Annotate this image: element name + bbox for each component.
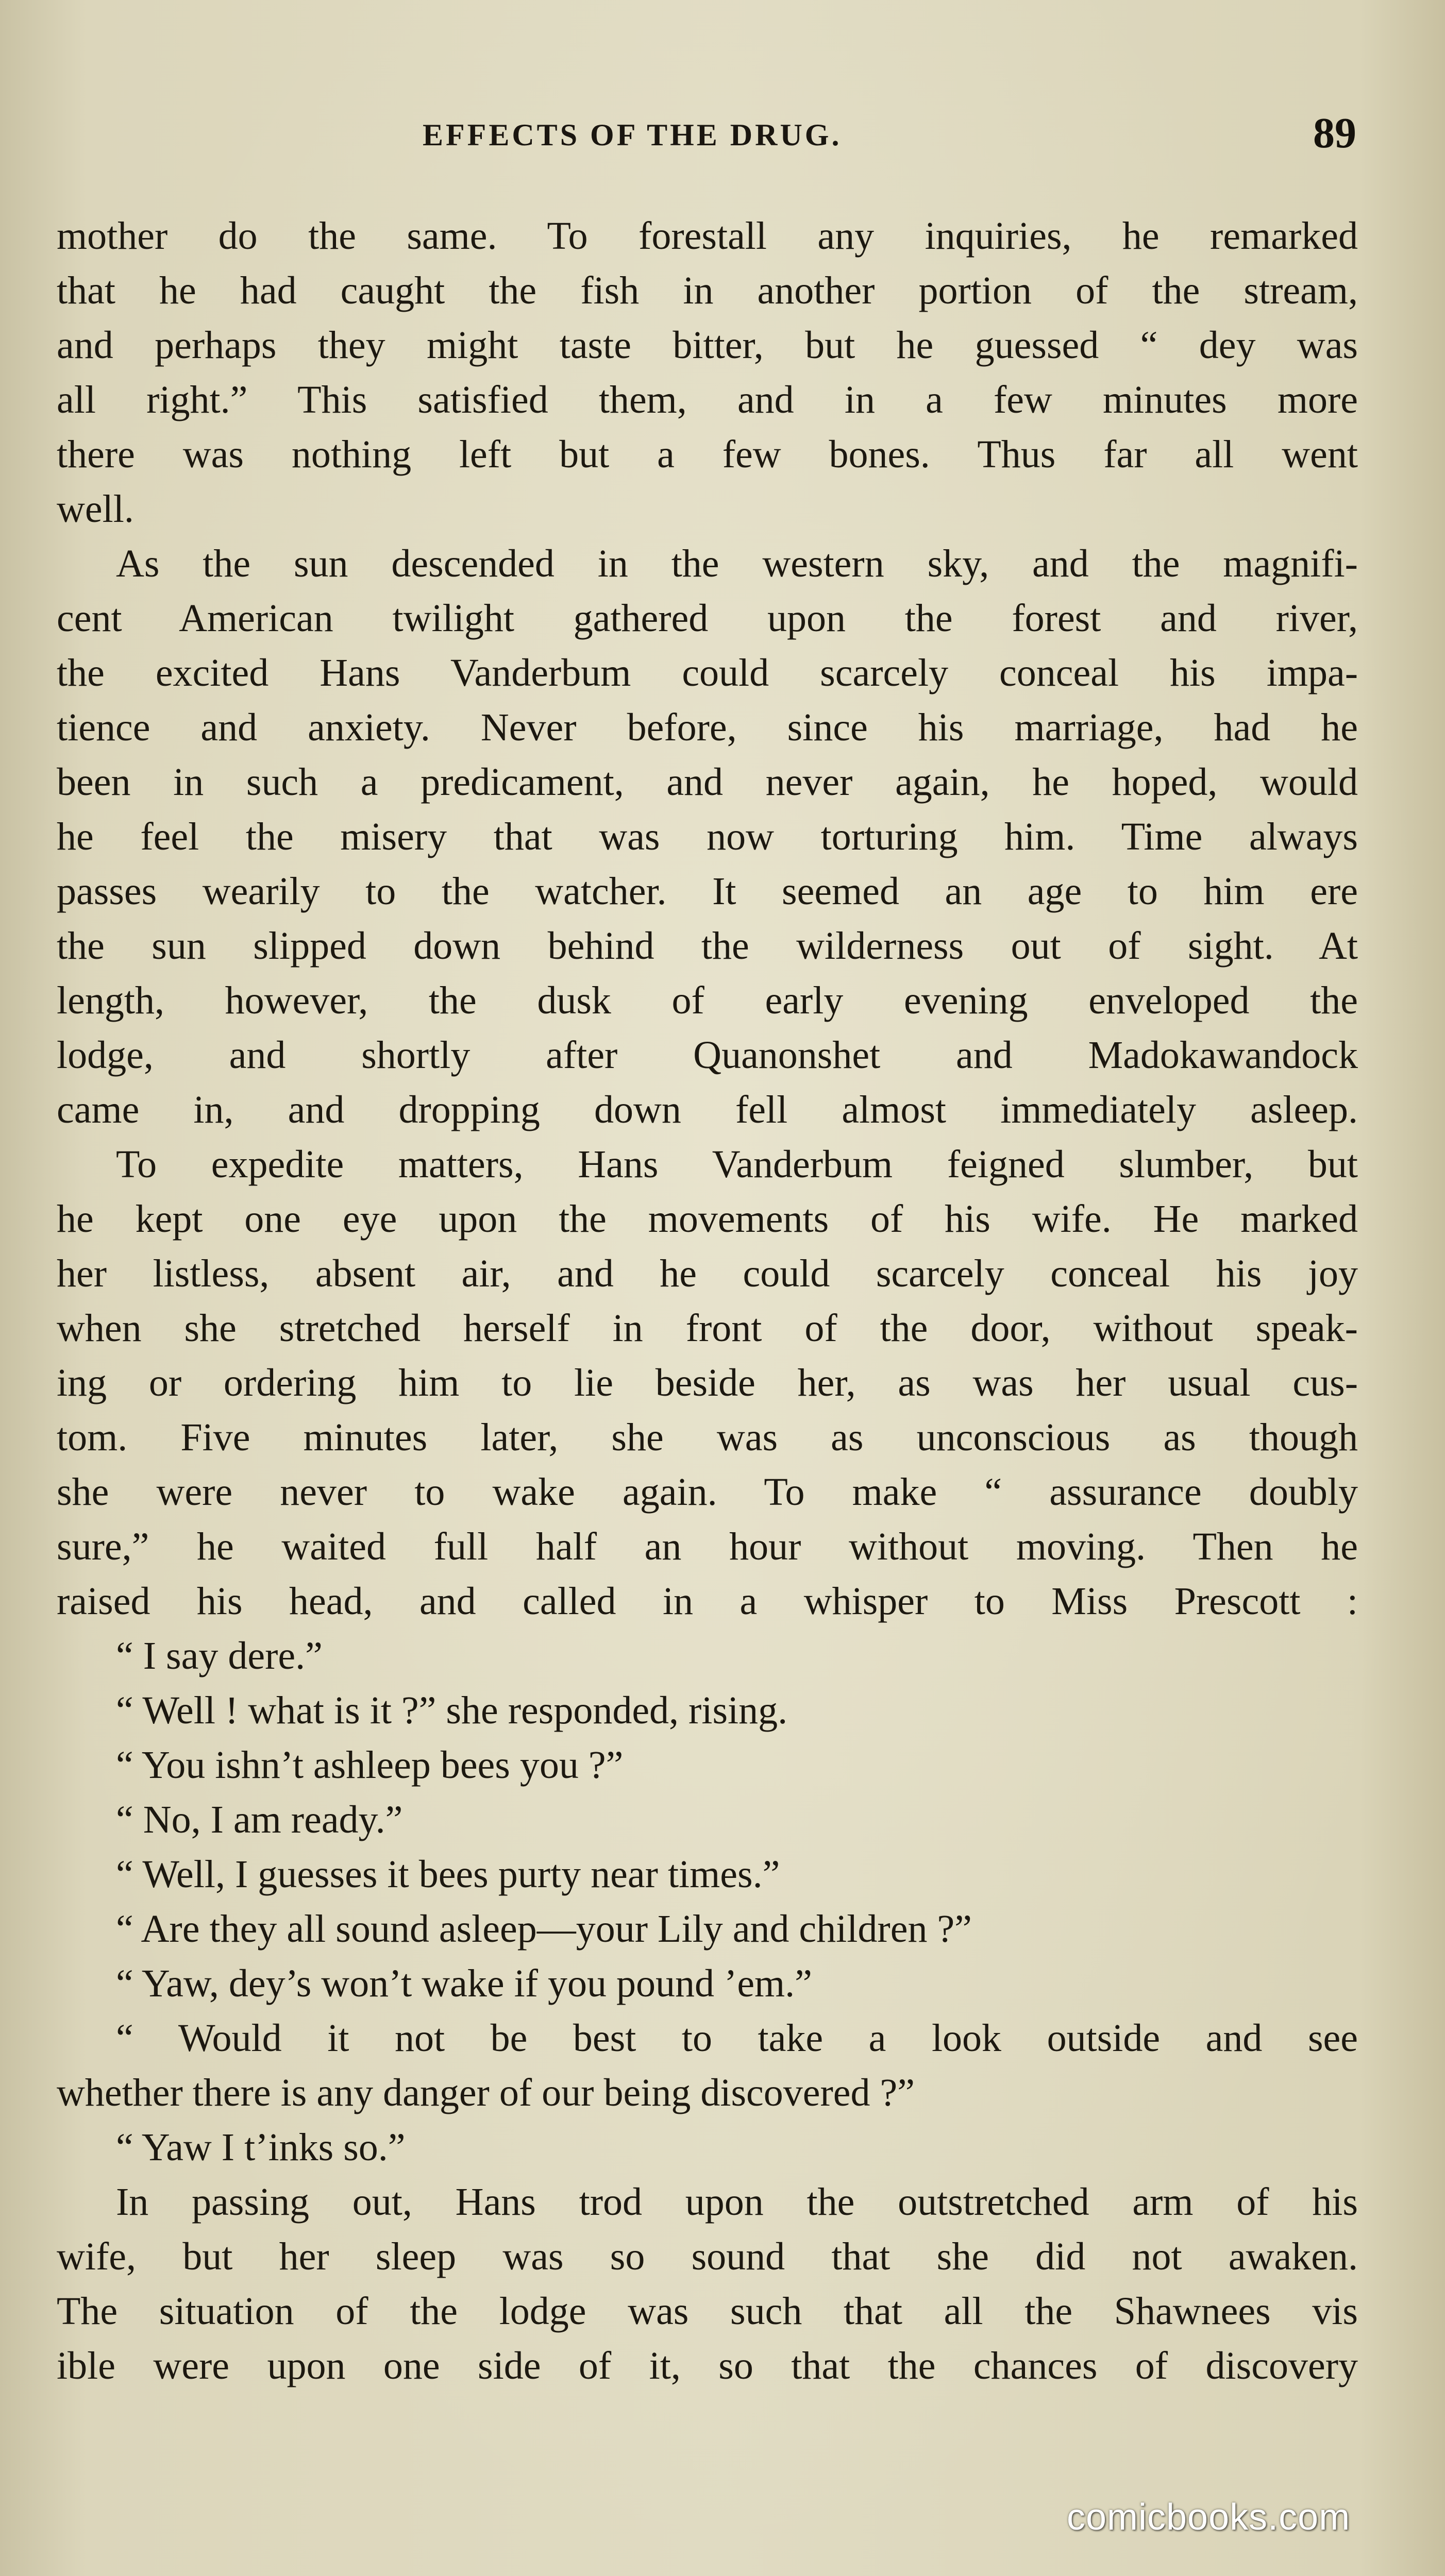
text-line: her listless, absent air, and he could scarcely conceal his joy: [57, 1252, 1358, 1295]
text-line: the sun slipped down behind the wilderness out of sight. At: [57, 924, 1358, 968]
text-line: well.: [57, 487, 134, 531]
text-line: all right.” This satisfied them, and in a few minutes more: [57, 378, 1358, 421]
text-line: cent American twilight gathered upon the forest and river,: [57, 597, 1358, 640]
text-line: there was nothing left but a few bones. Thus far all went: [57, 433, 1358, 476]
dialogue-line: “ Yaw I t’inks so.”: [116, 2126, 406, 2169]
text-line: length, however, the dusk of early evening enveloped the: [57, 979, 1358, 1022]
page-header: [0, 103, 1445, 160]
running-title: EFFECTS OF THE DRUG.: [423, 118, 842, 152]
dialogue-line: whether there is any danger of our being discovered ?”: [57, 2071, 915, 2114]
body-text: [57, 209, 1358, 2393]
text-line: that he had caught the fish in another portion of the stream,: [57, 269, 1358, 312]
text-line: been in such a predicament, and never again, he hoped, would: [57, 760, 1358, 804]
text-line: and perhaps they might taste bitter, but he guessed “ dey was: [57, 324, 1358, 367]
text-line: mother do the same. To forestall any inquiries, he remarked: [57, 214, 1358, 258]
page-number: 89: [1313, 109, 1356, 157]
text-line: raised his head, and called in a whisper to Miss Prescott :: [57, 1580, 1358, 1623]
text-line: lodge, and shortly after Quanonshet and Madokawandock: [57, 1033, 1358, 1077]
text-line: ible were upon one side of it, so that the chances of discovery: [57, 2344, 1358, 2387]
dialogue-line: “ Would it not be best to take a look outside and see: [116, 2016, 1358, 2060]
text-line: In passing out, Hans trod upon the outstretched arm of his: [116, 2180, 1358, 2224]
watermark: comicbooks.com: [1067, 2497, 1351, 2538]
dialogue-line: “ I say dere.”: [116, 1634, 323, 1677]
text-line: As the sun descended in the western sky, and the magnifi-: [116, 542, 1358, 585]
dialogue-line: “ Are they all sound asleep—your Lily and children ?”: [116, 1907, 972, 1951]
dialogue-line: “ Yaw, dey’s won’t wake if you pound ’em.”: [116, 1962, 812, 2005]
text-line: sure,” he waited full half an hour without moving. Then he: [57, 1525, 1358, 1568]
dialogue-line: “ Well, I guesses it bees purty near times.”: [116, 1853, 780, 1896]
dialogue-line: “ No, I am ready.”: [116, 1798, 403, 1841]
dialogue-line: “ Well ! what is it ?” she responded, rising.: [116, 1689, 788, 1732]
text-line: To expedite matters, Hans Vanderbum feigned slumber, but: [116, 1143, 1358, 1186]
dialogue-line: “ You ishn’t ashleep bees you ?”: [116, 1743, 624, 1787]
text-line: she were never to wake again. To make “ assurance doubly: [57, 1470, 1358, 1514]
text-line: tom. Five minutes later, she was as unconscious as though: [57, 1416, 1358, 1459]
text-line: passes wearily to the watcher. It seemed an age to him ere: [57, 870, 1358, 913]
text-line: tience and anxiety. Never before, since his marriage, had he: [57, 706, 1358, 749]
text-line: The situation of the lodge was such that all the Shawnees vis: [57, 2290, 1358, 2333]
text-line: came in, and dropping down fell almost immediately asleep.: [57, 1088, 1358, 1131]
text-line: the excited Hans Vanderbum could scarcely conceal his impa-: [57, 651, 1358, 694]
text-line: ing or ordering him to lie beside her, as was her usual cus-: [57, 1361, 1358, 1404]
text-line: when she stretched herself in front of the door, without speak-: [57, 1307, 1358, 1350]
text-line: wife, but her sleep was so sound that she did not awaken.: [57, 2235, 1358, 2278]
text-line: he feel the misery that was now torturing him. Time always: [57, 815, 1358, 858]
text-line: he kept one eye upon the movements of his wife. He marked: [57, 1197, 1358, 1241]
